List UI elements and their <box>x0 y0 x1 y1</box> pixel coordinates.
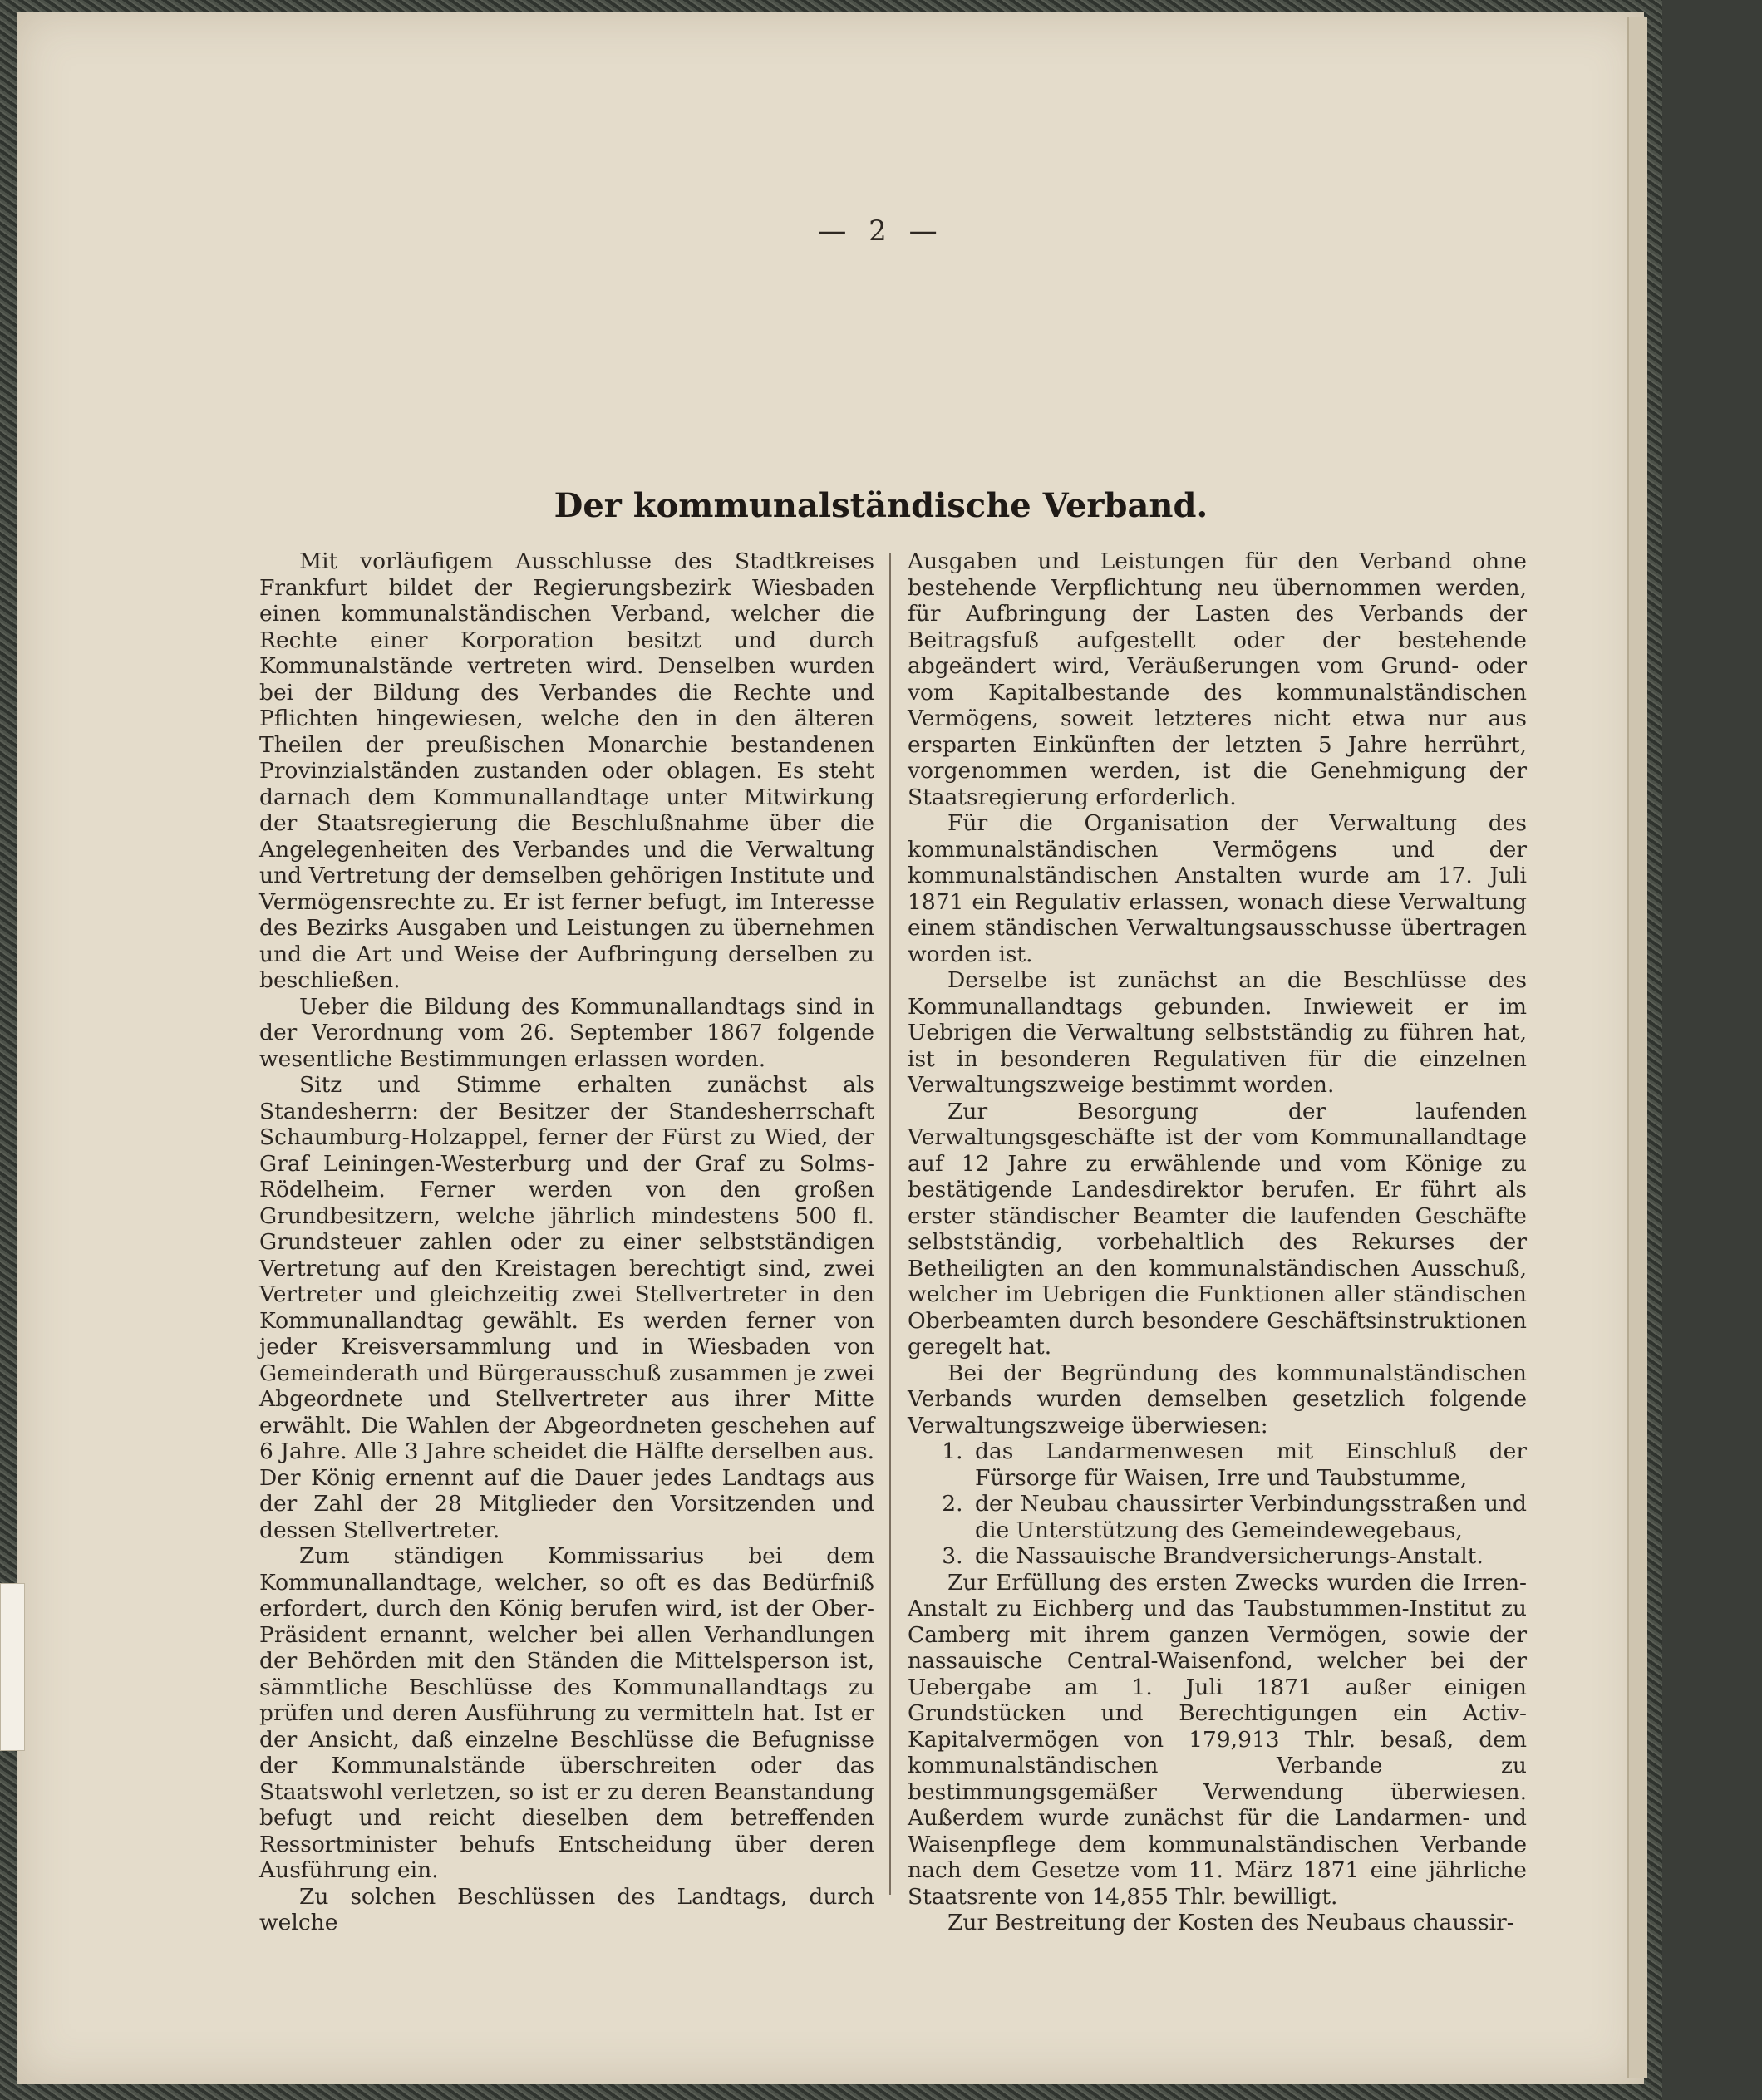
paragraph: Zu solchen Beschlüssen des Landtags, durch welche <box>259 1883 874 1935</box>
paragraph: Ueber die Bildung des Kommunallandtags sind in der Verordnung vom 26. September 1867 folgende wesentliche Bestimmungen erlassen worden. <box>259 993 874 1072</box>
paragraph: Zur Besorgung der laufenden Verwaltungsgeschäfte ist der vom Kommunallandtage auf 12 Jahre zu erwählende und vom Könige zu bestätigende Landesdirektor berufen. Er führt als erster ständischer Beamter die laufenden Geschäfte selbstständig, vorbehaltlich des Rekurses der Betheiligten an den kommunalständischen Ausschuß, welcher im Uebrigen die Funktionen aller ständischen Oberbeamten durch besondere Geschäftsinstruktionen geregelt hat. <box>908 1098 1527 1360</box>
paragraph: Zur Erfüllung des ersten Zwecks wurden die Irren-Anstalt zu Eichberg und das Taubstummen-Institut zu Camberg mit ihrem ganzen Vermögen, sowie der nassauische Central-Waisenfond, welcher bei der Uebergabe am 1. Juli 1871 außer einigen Grundstücken und Berechtigungen ein Activ-Kapitalvermögen von 179,913 Thlr. besaß, dem kommunalständischen Verbande zu bestimmungsgemäßer Verwendung überwiesen. Außerdem wurde zunächst für die Landarmen- und Waisenpflege dem kommunalständischen Verbande nach dem Gesetze vom 11. März 1871 eine jährliche Staatsrente von 14,855 Thlr. bewilligt. <box>908 1569 1527 1910</box>
page-number: — 2 — <box>818 214 944 248</box>
list-item: 3. die Nassauische Brandversicherungs-Anstalt. <box>970 1543 1527 1570</box>
administration-branch-list <box>908 1439 1527 1570</box>
page-title: Der kommunalständische Verband. <box>554 486 1208 525</box>
paragraph: Zum ständigen Kommissarius bei dem Kommunallandtage, welcher, so oft es das Bedürfniß erfordert, durch den König berufen wird, ist der Ober-Präsident ernannt, welcher bei allen Verhandlungen der Behörden mit den Ständen die Mittelsperson ist, sämmtliche Beschlüsse des Kommunallandtags zu prüfen und deren Ausführung zu vermitteln hat. Ist er der Ansicht, daß einzelne Beschlüsse die Befugnisse der Kommunalstände überschreiten oder das Staatswohl verletzen, so ist er zu deren Beanstandung befugt und reicht dieselben dem betreffenden Ressortminister behufs Entscheidung über deren Ausführung ein. <box>259 1543 874 1883</box>
list-item: 2. der Neubau chaussirter Verbindungsstraßen und die Unterstützung des Gemeindewegebaus, <box>970 1491 1527 1543</box>
page-binding-edge <box>1627 17 1647 2078</box>
list-item: 1. das Landarmenwesen mit Einschluß der Fürsorge für Waisen, Irre und Taubstumme, <box>970 1439 1527 1491</box>
page-tab-marker <box>0 1583 25 1751</box>
left-column <box>259 548 874 1935</box>
right-column <box>908 548 1527 1935</box>
paragraph: Sitz und Stimme erhalten zunächst als Standesherrn: der Besitzer der Standesherrschaft Schaumburg-Holzappel, ferner der Fürst zu Wied, der Graf Leiningen-Westerburg und der Graf zu Solms-Rödelheim. Ferner werden von den großen Grundbesitzern, welche jährlich mindestens 500 fl. Grundsteuer zahlen oder zu einer selbstständigen Vertretung auf den Kreistagen berechtigt sind, zwei Vertreter und gleichzeitig zwei Stellvertreter in den Kommunallandtag gewählt. Es werden ferner von jeder Kreisversammlung und in Wiesbaden von Gemeinderath und Bürgerausschuß zusammen je zwei Abgeordnete und Stellvertreter aus ihrer Mitte erwählt. Die Wahlen der Abgeordneten geschehen auf 6 Jahre. Alle 3 Jahre scheidet die Hälfte derselben aus. Der König ernennt auf die Dauer jedes Landtags aus der Zahl der 28 Mitglieder den Vorsitzenden und dessen Stellvertreter. <box>259 1072 874 1543</box>
paragraph: Mit vorläufigem Ausschlusse des Stadtkreises Frankfurt bildet der Regierungsbezirk Wiesbaden einen kommunalständischen Verband, welcher die Rechte einer Korporation besitzt und durch Kommunalstände vertreten wird. Denselben wurden bei der Bildung des Verbandes die Rechte und Pflichten hingewiesen, welche den in den älteren Theilen der preußischen Monarchie bestandenen Provinzialständen zustanden oder oblagen. Es steht darnach dem Kommunallandtage unter Mitwirkung der Staatsregierung die Beschlußnahme über die Angelegenheiten des Verbandes und die Verwaltung und Vertretung der demselben gehörigen Institute und Vermögensrechte zu. Er ist ferner befugt, im Interesse des Bezirks Ausgaben und Leistungen zu übernehmen und die Art und Weise der Aufbringung derselben zu beschließen. <box>259 548 874 993</box>
paragraph: Derselbe ist zunächst an die Beschlüsse des Kommunallandtags gebunden. Inwieweit er im Uebrigen die Verwaltung selbstständig zu führen hat, ist in besonderen Regulativen für die einzelnen Verwaltungszweige bestimmt worden. <box>908 967 1527 1098</box>
paragraph: Für die Organisation der Verwaltung des kommunalständischen Vermögens und der kommunalständischen Anstalten wurde am 17. Juli 1871 ein Regulativ erlassen, wonach diese Verwaltung einem ständischen Verwaltungsausschusse übertragen worden ist. <box>908 810 1527 967</box>
paragraph: Ausgaben und Leistungen für den Verband ohne bestehende Verpflichtung neu übernommen werden, für Aufbringung der Lasten des Verbands der Beitragsfuß aufgestellt oder der bestehende abgeändert wird, Veräußerungen vom Grund- oder vom Kapitalbestande des kommunalständischen Vermögens, soweit letzteres nicht etwa nur aus ersparten Einkünften der letzten 5 Jahre herrührt, vorgenommen werden, ist die Genehmigung der Staatsregierung erforderlich. <box>908 548 1527 810</box>
paragraph: Bei der Begründung des kommunalständischen Verbands wurden demselben gesetzlich folgende Verwaltungszweige überwiesen: <box>908 1360 1527 1439</box>
column-divider <box>889 553 891 1895</box>
paragraph: Zur Bestreitung der Kosten des Neubaus chaussir- <box>947 1910 1514 1935</box>
